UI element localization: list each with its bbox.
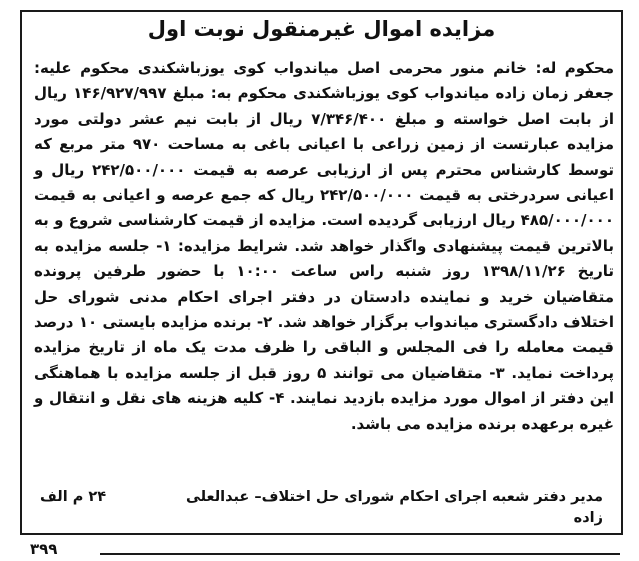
- page-divider: [100, 553, 620, 555]
- signature-line: مدیر دفتر شعبه اجرای احکام شورای حل اختلاف– عبدالعلی زاده: [185, 489, 603, 526]
- page-number: ۳۹۹: [30, 540, 58, 558]
- notice-body: محکوم له: خانم منور محرمی اصل میاندواب کوی یوزباشکندی محکوم علیه: جعفر زمان زاده میاندواب کوی یوزباشکندی محکوم به: مبلغ ۱۴۶/۹۲۷/۹۹۷ ریال از بابت اصل خواسته و مبلغ ۷/۳۴۶/۴۰۰ ریال از بابت نیم عشر دولتی مورد مزایده عبارتست از زمین زراعی با اعیانی باغی به مساحت ۹۷۰ متر مربع که توسط کارشناس محترم پس از ارزیابی عرصه به قیمت ۲۴۲/۵۰۰/۰۰۰ ریال و اعیانی سردرختی به قیمت ۲۴۲/۵۰۰/۰۰۰ ریال که جمع عرصه و اعیانی به قیمت ۴۸۵/۰۰۰/۰۰۰ ریال ارزیابی گردیده است. مزایده از قیمت کارشناسی شروع و به بالاترین قیمت پیشنهادی واگذار خواهد شد. شرایط مزایده: ۱- جلسه مزایده به تاریخ ۱۳۹۸/۱۱/۲۶ روز شنبه راس ساعت ۱۰:۰۰ با حضور طرفین پرونده متقاضیان خرید و نماینده دادستان در دفتر اجرای احکام مدنی شورای حل اختلاف دادگستری میاندواب برگزار خواهد شد. ۲- برنده مزایده بایستی ۱۰ درصد قیمت معامله را فی المجلس و الباقی را ظرف مدت یک ماه از تاریخ مزایده پرداخت نماید. ۳- متقاضیان می توانند ۵ روز قبل از جلسه مزایده با هماهنگی این دفتر از اموال مورد مزایده بازدید نمایند. ۴- کلیه هزینه های نقل و انتقال و غیره برعهده برنده مزایده می باشد.: [34, 59, 615, 433]
- notice-code: ۲۴ م الف: [40, 489, 107, 505]
- notice-title: مزایده اموال غیرمنقول نوبت اول: [147, 17, 496, 41]
